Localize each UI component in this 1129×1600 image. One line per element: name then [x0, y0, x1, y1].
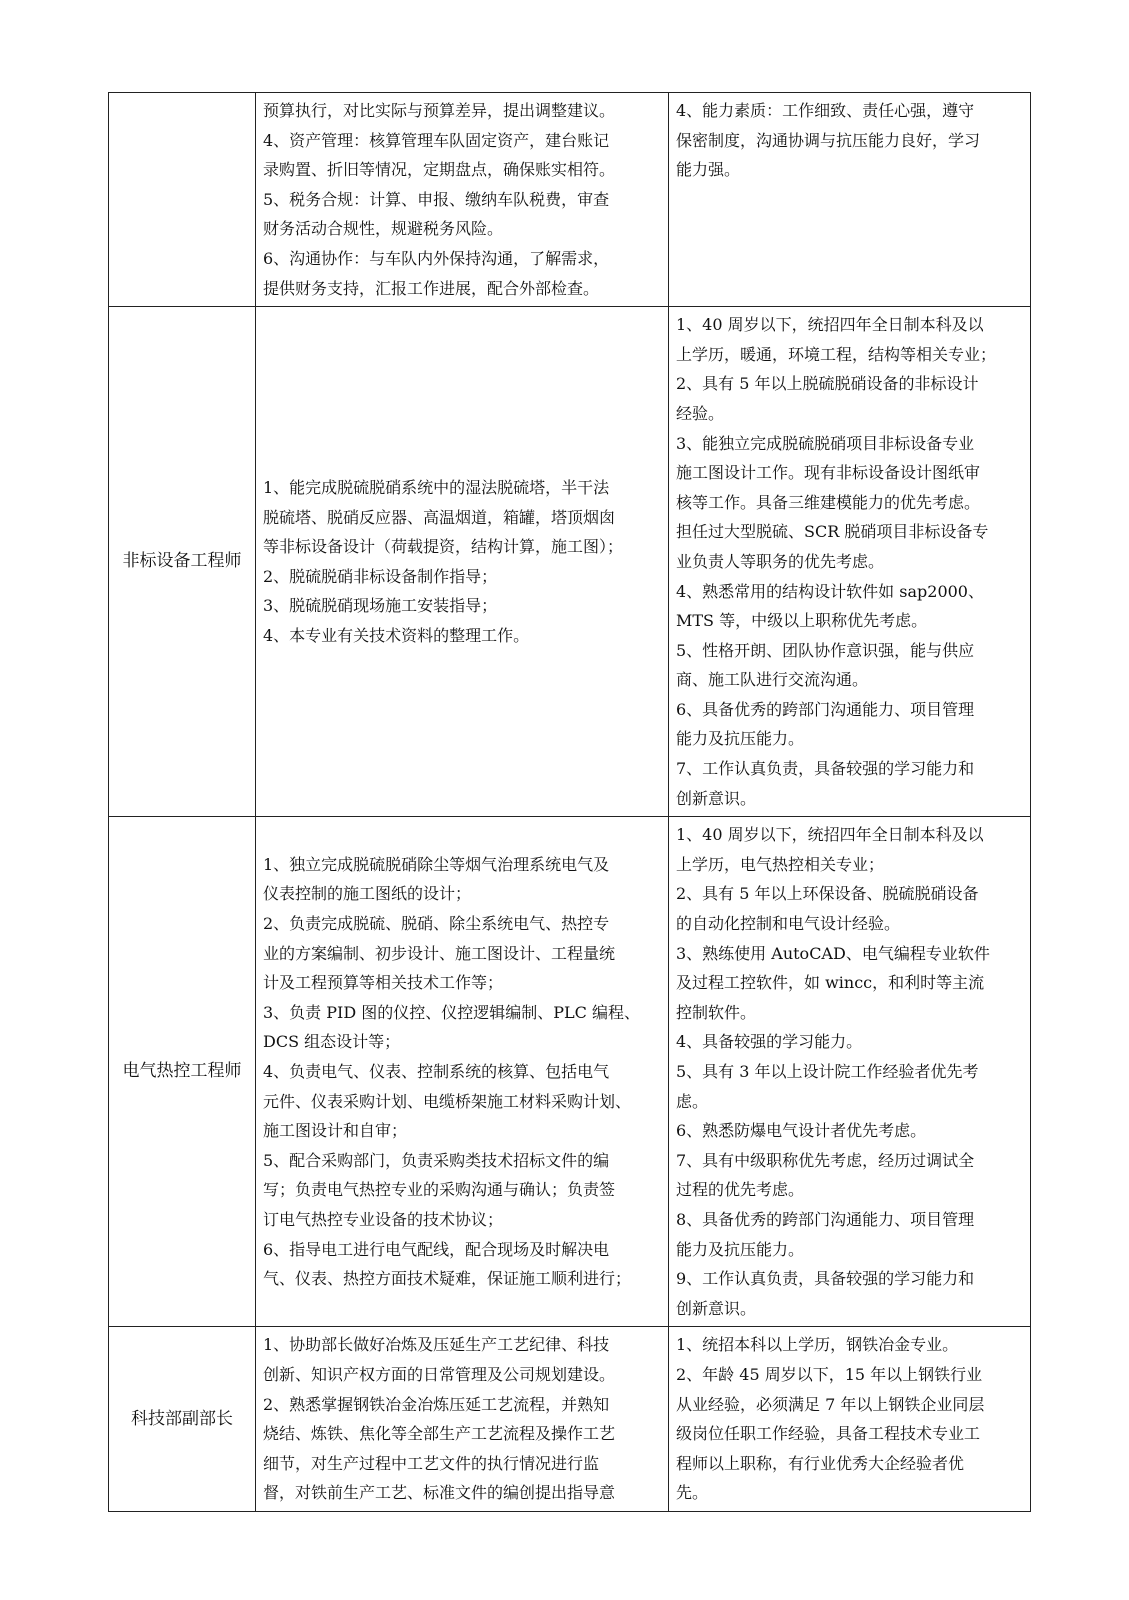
requirement-line: 1、统招本科以上学历，钢铁冶金专业。 — [676, 1335, 959, 1355]
requirement-line: 2、具有 5 年以上脱硫脱硝设备的非标设计 — [676, 374, 979, 394]
requirement-line: 4、熟悉常用的结构设计软件如 sap2000、 — [676, 581, 984, 601]
requirement-line: 5、具有 3 年以上设计院工作经验者优先考 — [676, 1062, 979, 1081]
duty-line: 督，对铁前生产工艺、标准文件的编创提出指导意 — [263, 1483, 616, 1503]
position-name: 电气热控工程师 — [122, 1061, 242, 1082]
requirement-line: 创新意识。 — [676, 788, 757, 808]
duty-line: 等非标设备设计（荷载提资，结构计算，施工图）； — [263, 537, 624, 557]
duty-line: DCS 组态设计等； — [263, 1032, 401, 1052]
requirement-line: 4、具备较强的学习能力。 — [676, 1032, 863, 1052]
requirement-line: 1、40 周岁以下，统招四年全日制本科及以 — [676, 315, 984, 335]
position-cell — [109, 307, 256, 817]
requirement-line: 能力及抗压能力。 — [676, 729, 805, 749]
requirement-line: 过程的优先考虑。 — [676, 1180, 805, 1200]
requirement-line: 上学历，电气热控相关专业； — [676, 854, 885, 874]
requirement-line: 5、性格开朗、团队协作意识强，能与供应 — [676, 640, 975, 660]
duty-line: 3、负责 PID 图的仪控、仪控逻辑编制、PLC 编程、 — [263, 1002, 640, 1022]
duty-line: 订电气热控专业设备的技术协议； — [263, 1209, 504, 1229]
duty-line: 财务活动合规性，规避税务风险。 — [263, 219, 504, 239]
duty-line: 1、独立完成脱硫脱硝除尘等烟气治理系统电气及 — [263, 854, 610, 874]
position-cell — [109, 1327, 256, 1512]
position-name: 非标设备工程师 — [122, 551, 242, 572]
duty-line: 5、配合采购部门，负责采购类技术招标文件的编 — [263, 1150, 610, 1170]
requirements-cell — [669, 93, 1031, 307]
duties-cell — [256, 817, 669, 1327]
requirement-line: 上学历，暖通，环境工程，结构等相关专业； — [676, 344, 997, 364]
duty-line: 脱硫塔、脱硝反应器、高温烟道，箱罐，塔顶烟囱 — [263, 507, 616, 527]
requirement-line: 3、能独立完成脱硫脱硝项目非标设备专业 — [676, 433, 975, 453]
requirement-line: 担任过大型脱硫、SCR 脱硝项目非标设备专 — [676, 522, 989, 542]
duty-line: 细节，对生产过程中工艺文件的执行情况进行监 — [263, 1453, 600, 1473]
requirement-line: 1、40 周岁以下，统招四年全日制本科及以 — [676, 825, 984, 845]
requirement-line: 8、具备优秀的跨部门沟通能力、项目管理 — [676, 1209, 975, 1229]
duty-line: 仪表控制的施工图纸的设计； — [263, 884, 472, 904]
duty-line: 2、负责完成脱硫、脱硝、除尘系统电气、热控专 — [263, 914, 610, 934]
requirement-line: 7、工作认真负责，具备较强的学习能力和 — [676, 759, 975, 779]
requirement-line: 6、熟悉防爆电气设计者优先考虑。 — [676, 1121, 927, 1141]
duty-line: 6、指导电工进行电气配线，配合现场及时解决电 — [263, 1239, 610, 1259]
requirements-cell — [669, 307, 1031, 817]
position-cell — [109, 817, 256, 1327]
duty-line: 3、脱硫脱硝现场施工安装指导； — [263, 596, 498, 616]
requirement-line: 2、具有 5 年以上环保设备、脱硫脱硝设备 — [676, 884, 979, 904]
requirement-line: 创新意识。 — [676, 1298, 757, 1318]
requirement-line: 能力强。 — [676, 160, 741, 180]
table-row — [109, 1327, 1031, 1512]
duty-line: 录购置、折旧等情况，定期盘点，确保账实相符。 — [263, 160, 616, 180]
requirements-cell — [669, 1327, 1031, 1512]
duty-line: 业的方案编制、初步设计、施工图设计、工程量统 — [263, 943, 616, 963]
requirement-line: 保密制度，沟通协调与抗压能力良好，学习 — [676, 130, 981, 150]
requirement-line: 程师以上职称，有行业优秀大企经验者优 — [676, 1453, 965, 1473]
requirement-line: 9、工作认真负责，具备较强的学习能力和 — [676, 1269, 975, 1289]
requirement-line: 6、具备优秀的跨部门沟通能力、项目管理 — [676, 699, 975, 719]
duty-line: 1、协助部长做好冶炼及压延生产工艺纪律、科技 — [263, 1335, 610, 1355]
duty-line: 预算执行，对比实际与预算差异，提出调整建议。 — [263, 101, 616, 120]
duty-line: 元件、仪表采购计划、电缆桥架施工材料采购计划、 — [263, 1091, 632, 1111]
duty-line: 提供财务支持，汇报工作进展，配合外部检查。 — [263, 278, 600, 298]
duty-line: 写；负责电气热控专业的采购沟通与确认；负责签 — [263, 1180, 616, 1200]
duty-line: 4、本专业有关技术资料的整理工作。 — [263, 625, 530, 645]
job-table — [108, 92, 1031, 1512]
requirement-line: 7、具有中级职称优先考虑，经历过调试全 — [676, 1150, 975, 1170]
requirement-line: 经验。 — [676, 403, 725, 423]
requirement-line: 3、熟练使用 AutoCAD、电气编程专业软件 — [676, 943, 990, 963]
requirement-line: 的自动化控制和电气设计经验。 — [676, 914, 901, 934]
duty-line: 创新、知识产权方面的日常管理及公司规划建设。 — [263, 1364, 616, 1384]
requirement-line: 2、年龄 45 周岁以下，15 年以上钢铁行业 — [676, 1364, 983, 1384]
duty-line: 1、能完成脱硫脱硝系统中的湿法脱硫塔，半干法 — [263, 477, 610, 497]
requirement-line: 虑。 — [676, 1091, 709, 1111]
duty-line: 5、税务合规：计算、申报、缴纳车队税费，审查 — [263, 189, 610, 209]
duty-line: 气、仪表、热控方面技术疑难，保证施工顺利进行； — [263, 1269, 632, 1289]
requirement-line: 核等工作。具备三维建模能力的优先考虑。 — [676, 492, 981, 512]
requirement-line: 能力及抗压能力。 — [676, 1239, 805, 1259]
requirement-line: 级岗位任职工作经验，具备工程技术专业工 — [676, 1424, 981, 1444]
position-cell — [109, 93, 256, 307]
requirement-line: 业负责人等职务的优先考虑。 — [676, 551, 885, 571]
requirement-line: MTS 等，中级以上职称优先考虑。 — [676, 611, 928, 631]
position-name: 科技部副部长 — [131, 1408, 233, 1429]
duty-line: 计及工程预算等相关技术工作等； — [263, 973, 504, 993]
requirement-line: 控制软件。 — [676, 1002, 757, 1022]
duty-line: 4、负责电气、仪表、控制系统的核算、包括电气 — [263, 1062, 610, 1081]
duties-cell — [256, 93, 669, 307]
requirement-line: 商、施工队进行交流沟通。 — [676, 670, 869, 690]
requirement-line: 施工图设计工作。现有非标设备设计图纸审 — [676, 463, 981, 483]
duty-line: 6、沟通协作：与车队内外保持沟通，了解需求， — [263, 248, 610, 268]
duty-line: 施工图设计和自审； — [263, 1121, 408, 1141]
duty-line: 烧结、炼铁、焦化等全部生产工艺流程及操作工艺 — [263, 1424, 616, 1444]
table-row — [109, 307, 1031, 817]
duties-cell — [256, 1327, 669, 1512]
duty-line: 2、熟悉掌握钢铁冶金冶炼压延工艺流程，并熟知 — [263, 1394, 610, 1414]
duty-line: 4、资产管理：核算管理车队固定资产，建台账记 — [263, 130, 610, 150]
duty-line: 2、脱硫脱硝非标设备制作指导； — [263, 566, 498, 586]
requirement-line: 从业经验，必须满足 7 年以上钢铁企业同层 — [676, 1394, 985, 1414]
requirement-line: 及过程工控软件，如 wincc，和利时等主流 — [676, 973, 985, 993]
requirement-line: 先。 — [676, 1483, 709, 1503]
table-row — [109, 817, 1031, 1327]
duties-cell — [256, 307, 669, 817]
requirement-line: 4、能力素质：工作细致、责任心强，遵守 — [676, 101, 975, 120]
requirements-cell — [669, 817, 1031, 1327]
table-row — [109, 93, 1031, 307]
